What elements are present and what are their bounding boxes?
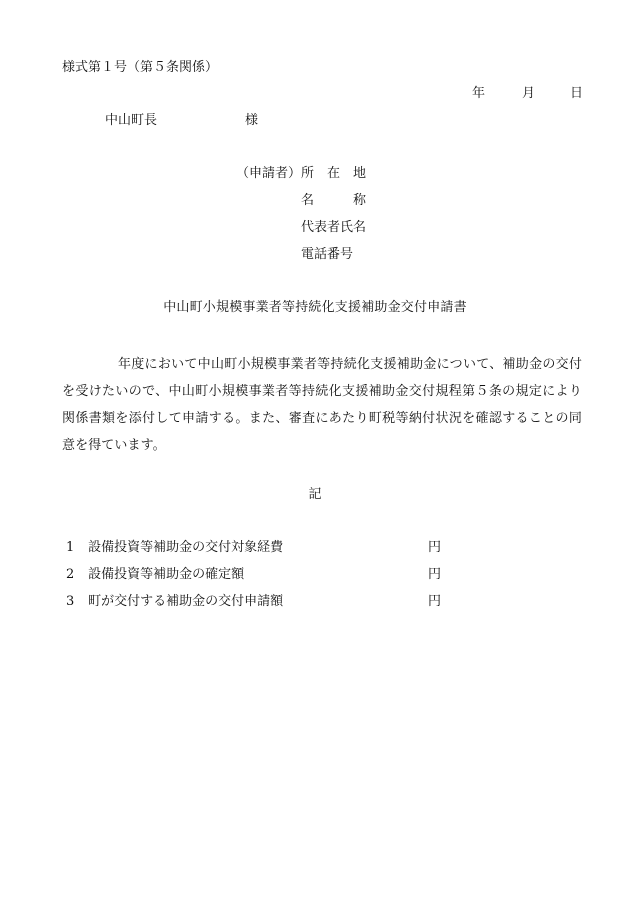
applicant-label: （申請者） [236, 166, 302, 181]
list-item [66, 594, 442, 609]
item-label: 町が交付する補助金の交付申請額 [88, 594, 284, 609]
applicant-name-label: 名 称 [301, 193, 367, 208]
list-item [66, 567, 442, 582]
document-title: 中山町小規模事業者等持続化支援補助金交付申請書 [163, 300, 467, 315]
body-paragraph: 年度において中山町小規模事業者等持続化支援補助金について、補助金の交付を受けたいので、中山町小規模事業者等持続化支援補助金交付規程第５条の規定により関係書類を添付して申請する。また、審査にあたり町税等納付状況を確認することの同意を得ています。 [62, 357, 582, 453]
addressee-honorific: 様 [245, 113, 259, 128]
item-unit: 円 [428, 594, 442, 609]
item-unit: 円 [428, 540, 442, 555]
item-unit: 円 [428, 567, 442, 582]
addressee: 中山町長 [105, 113, 158, 128]
date-month-label: 月 [522, 86, 536, 101]
item-label: 設備投資等補助金の確定額 [88, 567, 245, 582]
applicant-representative-label: 代表者氏名 [301, 220, 367, 235]
applicant-address-label: 所 在 地 [301, 166, 367, 181]
item-number: 2 [66, 567, 75, 582]
applicant-phone-label: 電話番号 [301, 247, 354, 262]
date-year-label: 年 [472, 86, 486, 101]
item-number: 3 [66, 594, 75, 609]
ki-heading: 記 [308, 487, 322, 502]
form-number: 様式第１号（第５条関係） [62, 60, 219, 75]
list-item [66, 540, 442, 555]
date-day-label: 日 [570, 86, 584, 101]
item-number: 1 [66, 540, 75, 555]
item-label: 設備投資等補助金の交付対象経費 [88, 540, 284, 555]
